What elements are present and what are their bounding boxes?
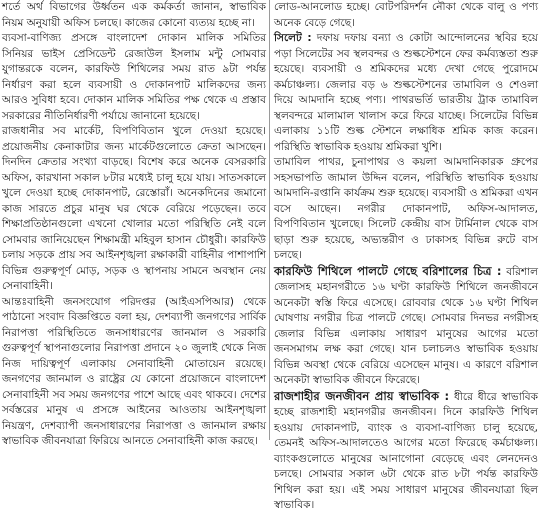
- rajshahi-body: ধীরে ধীরে স্বাভাবিক হচ্ছে রাজশাহী মহানগরীর জনজীবন। দিনে কারফিউ শিথিল হওয়ায় দোকানপাট, ব্যাংক ও ব্যবসা-বাণিজ্য চালু হয়েছে, তেমনই অফিস-আদালতেও আগের মতো ফিরেছে কর্মচাঞ্চল্য। ব্যাংকগুলোতে মানুষের আনাগোনা বেড়েছে এবং লেনদেনও চলছে। সোমবার সকাল ৬টা থেকে রাত ৮টা পর্যন্ত কারফিউ শিথিল করা হয়। এই সময় সাধারণ মানুষের জীবনযাত্রা ছিল স্বাভাবিক।: [274, 390, 538, 511]
- left-column: [2, 0, 266, 447]
- tamabil-paragraph: তামাবিল পাথর, চুনাপাথর ও কয়লা আমদানিকারক গ্রুপের সহসভাপতি জামাল উদ্দিন বলেন, পরিস্থিতি স্বাভাবিক হওয়ায় আমদানি-রপ্তানি কার্যক্রম শুরু হয়েছে। ব্যবসায়ী ও শ্রমিকরা এখন বসে আছেন। নগরীর দোকানপাট, অফিস-আদালত, বিপণিবিতান খুলেছে। সিলেট কেন্দ্রীয় বাস টার্মিনাল থেকে বাস ছাড়া শুরু হয়েছে, অভ্যন্তরীণ ও ঢাকাসহ বিভিন্ন রুটে বাস চলছে।: [274, 156, 538, 261]
- barishal-section: [274, 264, 538, 389]
- left-paragraph-4: আন্তঃবাহিনী জনসংযোগ পরিদপ্তর (আইএসপিআর) থেকে পাঠানো সংবাদ বিজ্ঞপ্তিতে বলা হয়, দেশব্যাপী জনগণের সার্বিক নিরাপত্তা পরিস্থিতিতে জনসাধারণের জানমাল ও সরকারি গুরুত্বপূর্ণ স্থাপনাগুলোর নিরাপত্তা প্রদানে ২০ জুলাই থেকে নিজ নিজ দায়িত্বপূর্ণ এলাকায় সেনাবাহিনী মোতায়েন রয়েছে। জনগণের জানমাল ও রাষ্ট্রের যে কোনো প্রয়োজনে বাংলাদেশ সেনাবাহিনী সব সময় জনগণের পাশে আছে এবং থাকবে। দেশের সর্বস্তরের মানুষ এ প্রসঙ্গে আইনের আওতায় আইনশৃঙ্খলা নিয়ন্ত্রণ, দেশব্যাপী জনসাধারণের নিরাপত্তা ও জানমাল রক্ষায় স্বাভাবিক জীবনযাত্রা ফিরিয়ে আনতে সেনাবাহিনী কাজ করছে।: [2, 295, 266, 447]
- column-divider: [269, 0, 270, 440]
- barishal-heading: কারফিউ শিথিলে পালটে গেছে বরিশালের চিত্র :: [274, 263, 502, 278]
- right-column: [274, 0, 538, 511]
- left-paragraph-1: শর্তে অর্থ বিভাগের উর্ধ্বতন এক কর্মকর্তা জানান, স্বাভাবিক নিয়ম অনুযায়ী অফিস চলছে। কাজের কোনো ব্যত্যয় হচ্ছে না।: [2, 1, 266, 29]
- left-paragraph-3: রাজধানীর সব মার্কেট, বিপণিবিতান খুলে দেওয়া হয়েছে। প্রয়োজনীয় কেনাকাটার জন্য মার্কেটগুলোতে ক্রেতা আসছেন। দিনদিন ক্রেতার সংখ্যা বাড়ছে। বিশেষ করে অনেক বেসরকারি অফিস, কারখানা সকাল ৮টার মধ্যেই চালু হয়ে যায়। সাতসকালে খুলে দেওয়া হচ্ছে দোকানপাট, রেস্তোরাঁ। অনেকদিনের জমানো কাজ সারতে প্রচুর মানুষ ঘর থেকে বেরিয়ে পড়েছেন। তবে শিক্ষাপ্রতিষ্ঠানগুলো এখনো খোলার মতো পরিস্থিতি নেই বলে সোমবার জানিয়েছেন শিক্ষামন্ত্রী মহিবুল হাসান চৌধুরী। কারফিউ চলায় সড়কে প্রায় সব আইনশৃঙ্খলা রক্ষাকারী বাহিনীর পাশাপাশি বিভিন্ন গুরুত্বপূর্ণ মোড়, সড়ক ও স্থাপনায় সামনে অবস্থান নেয় সেনাবাহিনী।: [2, 125, 266, 292]
- right-intro: লোড-আনলোড হচ্ছে। বোটপরিদর্শন নৌকা থেকে বালু ও পণ্য অনেক বেড়ে গেছে।: [274, 1, 538, 29]
- left-paragraph-2: ব্যবসা-বাণিজ্য প্রসঙ্গে বাংলাদেশ দোকান মালিক সমিতির সিনিয়র ভাইস প্রেসিডেন্ট রেজাউল ইসলাম মন্টু সোমবার যুগান্তরকে বলেন, কারফিউ শিথিলের সময় রাত ৯টা পর্যন্ত নির্ধারণ করা হলে ব্যবসায়ী ও দোকানপাট মালিকদের জন্য আরও সুবিধা হবে। দোকান মালিক সমিতির পক্ষ থেকে এ প্রস্তাব সরকারের নীতিনির্ধারণী পর্যায়ে জানানো হয়েছে।: [2, 32, 266, 122]
- rajshahi-heading: রাজশাহীর জনজীবন প্রায় স্বাভাবিক :: [274, 388, 450, 403]
- sylhet-heading: সিলেট :: [274, 32, 312, 44]
- rajshahi-section: [274, 389, 538, 514]
- sylhet-section: [274, 31, 538, 155]
- sylhet-body: দফায় দফায় বন্যা ও কোটা আন্দোলনের স্থবির হয়ে পড়া সিলেটের সব স্থলবন্দর ও শুল্কস্টেশনে ফের কর্মব্যস্ততা শুরু হয়েছে। ব্যবসায়ী ও শ্রমিকদের মধ্যে দেখা গেছে পুরোদমে কর্মচাঞ্চল্য। জেলার বড় ৬ শুল্কস্টেশনের তামাবিল ও শেওলা দিয়ে আমদানি হচ্ছে পণ্য। পাথরভর্তি ভারতীয় ট্রাক তামাবিল স্থলবন্দরে মালামাল খালাস করে ফিরে যাচ্ছে। সিলেটের বিভিন্ন এলাকায় ১১টি শুল্ক স্টেশনে লক্ষাধিক শ্রমিক কাজ করেন। পরিস্থিতি স্বাভাবিক হওয়ায় শ্রমিকরা খুশি।: [274, 32, 538, 153]
- barishal-body: বরিশাল জেলাসহ মহানগরীতে ১৬ ঘণ্টা কারফিউ শিথিলে জনজীবনে অনেকটা স্বস্তি ফিরে এসেছে। রোববার থেকে ১৬ ঘণ্টা শিথিল ঘোষণায় নগরীর চিত্র পালটে গেছে। সোমবার দিনভর নগরীসহ জেলার বিভিন্ন এলাকায় সাধারণ মানুষের আগের মতো জনসমাগম লক্ষ করা গেছে। যান চলাচলও স্বাভাবিক হওয়ায় বিভিন্ন অবস্থা থেকে বেরিয়ে এসেছেন মানুষ। এ কারণে বরিশাল অনেকটা স্বাভাবিক জীবনে ফিরেছে।: [274, 265, 538, 386]
